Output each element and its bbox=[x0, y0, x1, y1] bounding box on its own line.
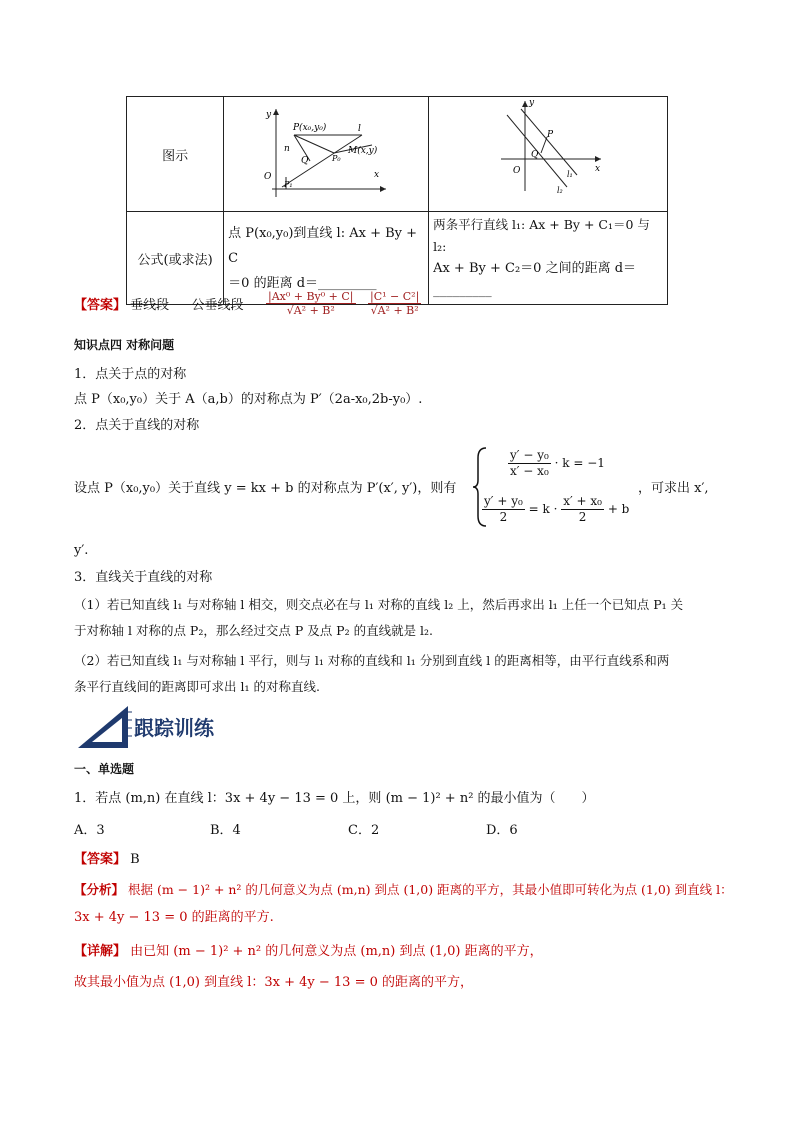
detail-line2: 故其最小值为点 (1,0) 到直线 l：3x + 4y − 13 = 0 的距离的平方， bbox=[74, 975, 474, 990]
analysis-row bbox=[74, 881, 733, 899]
eq2-right-denominator: 2 bbox=[578, 510, 587, 524]
fig2-q-label: Q bbox=[531, 150, 539, 160]
detail-label: 【详解】 bbox=[74, 944, 127, 959]
fig1-l-label: l bbox=[358, 124, 362, 134]
q1-answer-value: B bbox=[130, 852, 140, 867]
answer-label: 【答案】 bbox=[74, 298, 127, 313]
fig2-p-label: P bbox=[547, 130, 554, 140]
fig2-l1-label: l₁ bbox=[567, 170, 573, 179]
s4-p1-head: 1．点关于点的对称 bbox=[74, 367, 187, 382]
s4-p2-tail: y′. bbox=[74, 543, 89, 558]
row-label-formula: 公式(或求法) bbox=[127, 212, 224, 305]
eq2-mid: = k · bbox=[528, 502, 558, 516]
s4-p3-a1: （1）若已知直线 l₁ 与对称轴 l 相交，则交点必在与 l₁ 对称的直线 l₂ 上，然后再求出 l₁ 上任一个已知点 P₁ 关 bbox=[74, 597, 684, 612]
fig2-l2-label: l₂ bbox=[557, 186, 563, 195]
fig1-q-label: Q bbox=[301, 156, 309, 166]
fig2-y-label: y bbox=[529, 98, 535, 108]
s4-p3-head: 3．直线关于直线的对称 bbox=[74, 570, 213, 585]
system-eq1 bbox=[508, 448, 605, 479]
eq2-left-numerator: y′ + y₀ bbox=[484, 494, 523, 508]
fig1-y-label: y bbox=[266, 110, 272, 120]
s4-p2-head: 2．点关于直线的对称 bbox=[74, 418, 200, 433]
s4-p1-body: 点 P（x₀,y₀）关于 A（a,b）的对称点为 P′（2a-x₀,2b-y₀）. bbox=[74, 392, 423, 407]
knowledge-table bbox=[126, 96, 668, 305]
fig1-p-label: P(x₀,y₀) bbox=[293, 123, 327, 133]
frac2-denominator: √A² + B² bbox=[370, 304, 419, 317]
figure-point-line bbox=[224, 97, 429, 212]
fig1-p0-label: P₀ bbox=[332, 154, 341, 163]
formula2-line3: _________ bbox=[433, 283, 492, 298]
option-a: A．3 bbox=[74, 823, 105, 838]
eq2-right-numerator: x′ + x₀ bbox=[563, 494, 602, 508]
row-label-figure: 图示 bbox=[127, 97, 224, 212]
training-title: 跟踪训练 bbox=[134, 716, 214, 740]
answer-fraction-2 bbox=[368, 290, 421, 317]
answer-2: 公垂线段 bbox=[191, 298, 244, 313]
s4-p2-pre: 设点 P（x₀,y₀）关于直线 y = kx + b 的对称点为 P′(x′, y′)，则有 bbox=[74, 481, 457, 496]
system-eq2 bbox=[482, 494, 629, 525]
detail-line1: 由已知 (m − 1)² + n² 的几何意义为点 (m,n) 到点 (1,0) 距离的平方， bbox=[130, 944, 543, 959]
figure-parallel-lines bbox=[429, 97, 668, 212]
fig1-p1-label: P₁ bbox=[284, 180, 293, 189]
fig2-o-label: O bbox=[513, 166, 521, 176]
formula-parallel-lines bbox=[429, 212, 668, 305]
frac1-numerator: |Ax⁰ + By⁰ + C| bbox=[268, 290, 354, 303]
answer-row bbox=[74, 297, 243, 315]
frac1-denominator: √A² + B² bbox=[286, 304, 335, 317]
question-1: 1．若点 (m,n) 在直线 l：3x + 4y − 13 = 0 上，则 (m − 1)² + n² 的最小值为（ ） bbox=[74, 791, 595, 806]
q1-answer-label: 【答案】 bbox=[74, 852, 127, 867]
frac2-numerator: |C¹ − C²| bbox=[370, 290, 420, 303]
eq2-left-denominator: 2 bbox=[499, 510, 508, 524]
answer-1: 垂线段 bbox=[130, 298, 170, 313]
parallel-lines-diagram bbox=[429, 97, 665, 207]
eq2-end: + b bbox=[607, 502, 630, 516]
s4-p3-b2: 条平行直线间的距离即可求出 l₁ 的对称直线. bbox=[74, 679, 320, 694]
s4-p3-a2: 于对称轴 l 对称的点 P₂，那么经过交点 P 及点 P₂ 的直线就是 l₂. bbox=[74, 623, 434, 638]
fig1-o-label: O bbox=[264, 172, 272, 182]
fig1-n-label: n bbox=[284, 144, 290, 154]
formula1-line2: ＝0 的距离 d＝_________ bbox=[228, 275, 377, 291]
formula2-line2: Ax + By + C₂＝0 之间的距离 d＝ bbox=[433, 261, 637, 276]
formula1-line1: 点 P(x₀,y₀)到直线 l: Ax + By + C bbox=[228, 225, 418, 266]
detail-row bbox=[74, 943, 543, 961]
analysis-line1: 根据 (m − 1)² + n² 的几何意义为点 (m,n) 到点 (1,0) 距离的平方，其最小值即可转化为点 (1,0) 到直线 l： bbox=[128, 882, 733, 897]
fig1-x-label: x bbox=[374, 170, 380, 180]
training-sub: 一、单选题 bbox=[74, 762, 135, 776]
fig1-m-label: M(x,y) bbox=[348, 146, 378, 156]
answer-1-row bbox=[74, 851, 140, 869]
formula2-line1: 两条平行直线 l₁: Ax + By + C₁＝0 与 l₂: bbox=[433, 217, 650, 254]
eq1-rest: · k = −1 bbox=[554, 456, 605, 470]
analysis-label: 【分析】 bbox=[74, 882, 125, 897]
fig2-x-label: x bbox=[595, 164, 601, 174]
analysis-line2: 3x + 4y − 13 = 0 的距离的平方. bbox=[74, 910, 274, 925]
set-square-icon bbox=[74, 702, 132, 752]
eq1-numerator: y′ − y₀ bbox=[510, 448, 549, 462]
s4-p2-post: ，可求出 x′, bbox=[638, 481, 709, 496]
option-b: B．4 bbox=[210, 823, 241, 838]
s4-p3-b1: （2）若已知直线 l₁ 与对称轴 l 平行，则与 l₁ 对称的直线和 l₁ 分别到直线 l 的距离相等，由平行直线系和两 bbox=[74, 653, 670, 668]
eq1-denominator: x′ − x₀ bbox=[510, 464, 549, 478]
point-line-diagram bbox=[224, 97, 426, 207]
option-d: D．6 bbox=[486, 823, 518, 838]
option-c: C．2 bbox=[348, 823, 380, 838]
section4-title: 知识点四 对称问题 bbox=[74, 338, 175, 352]
answer-fraction-1 bbox=[266, 290, 356, 317]
